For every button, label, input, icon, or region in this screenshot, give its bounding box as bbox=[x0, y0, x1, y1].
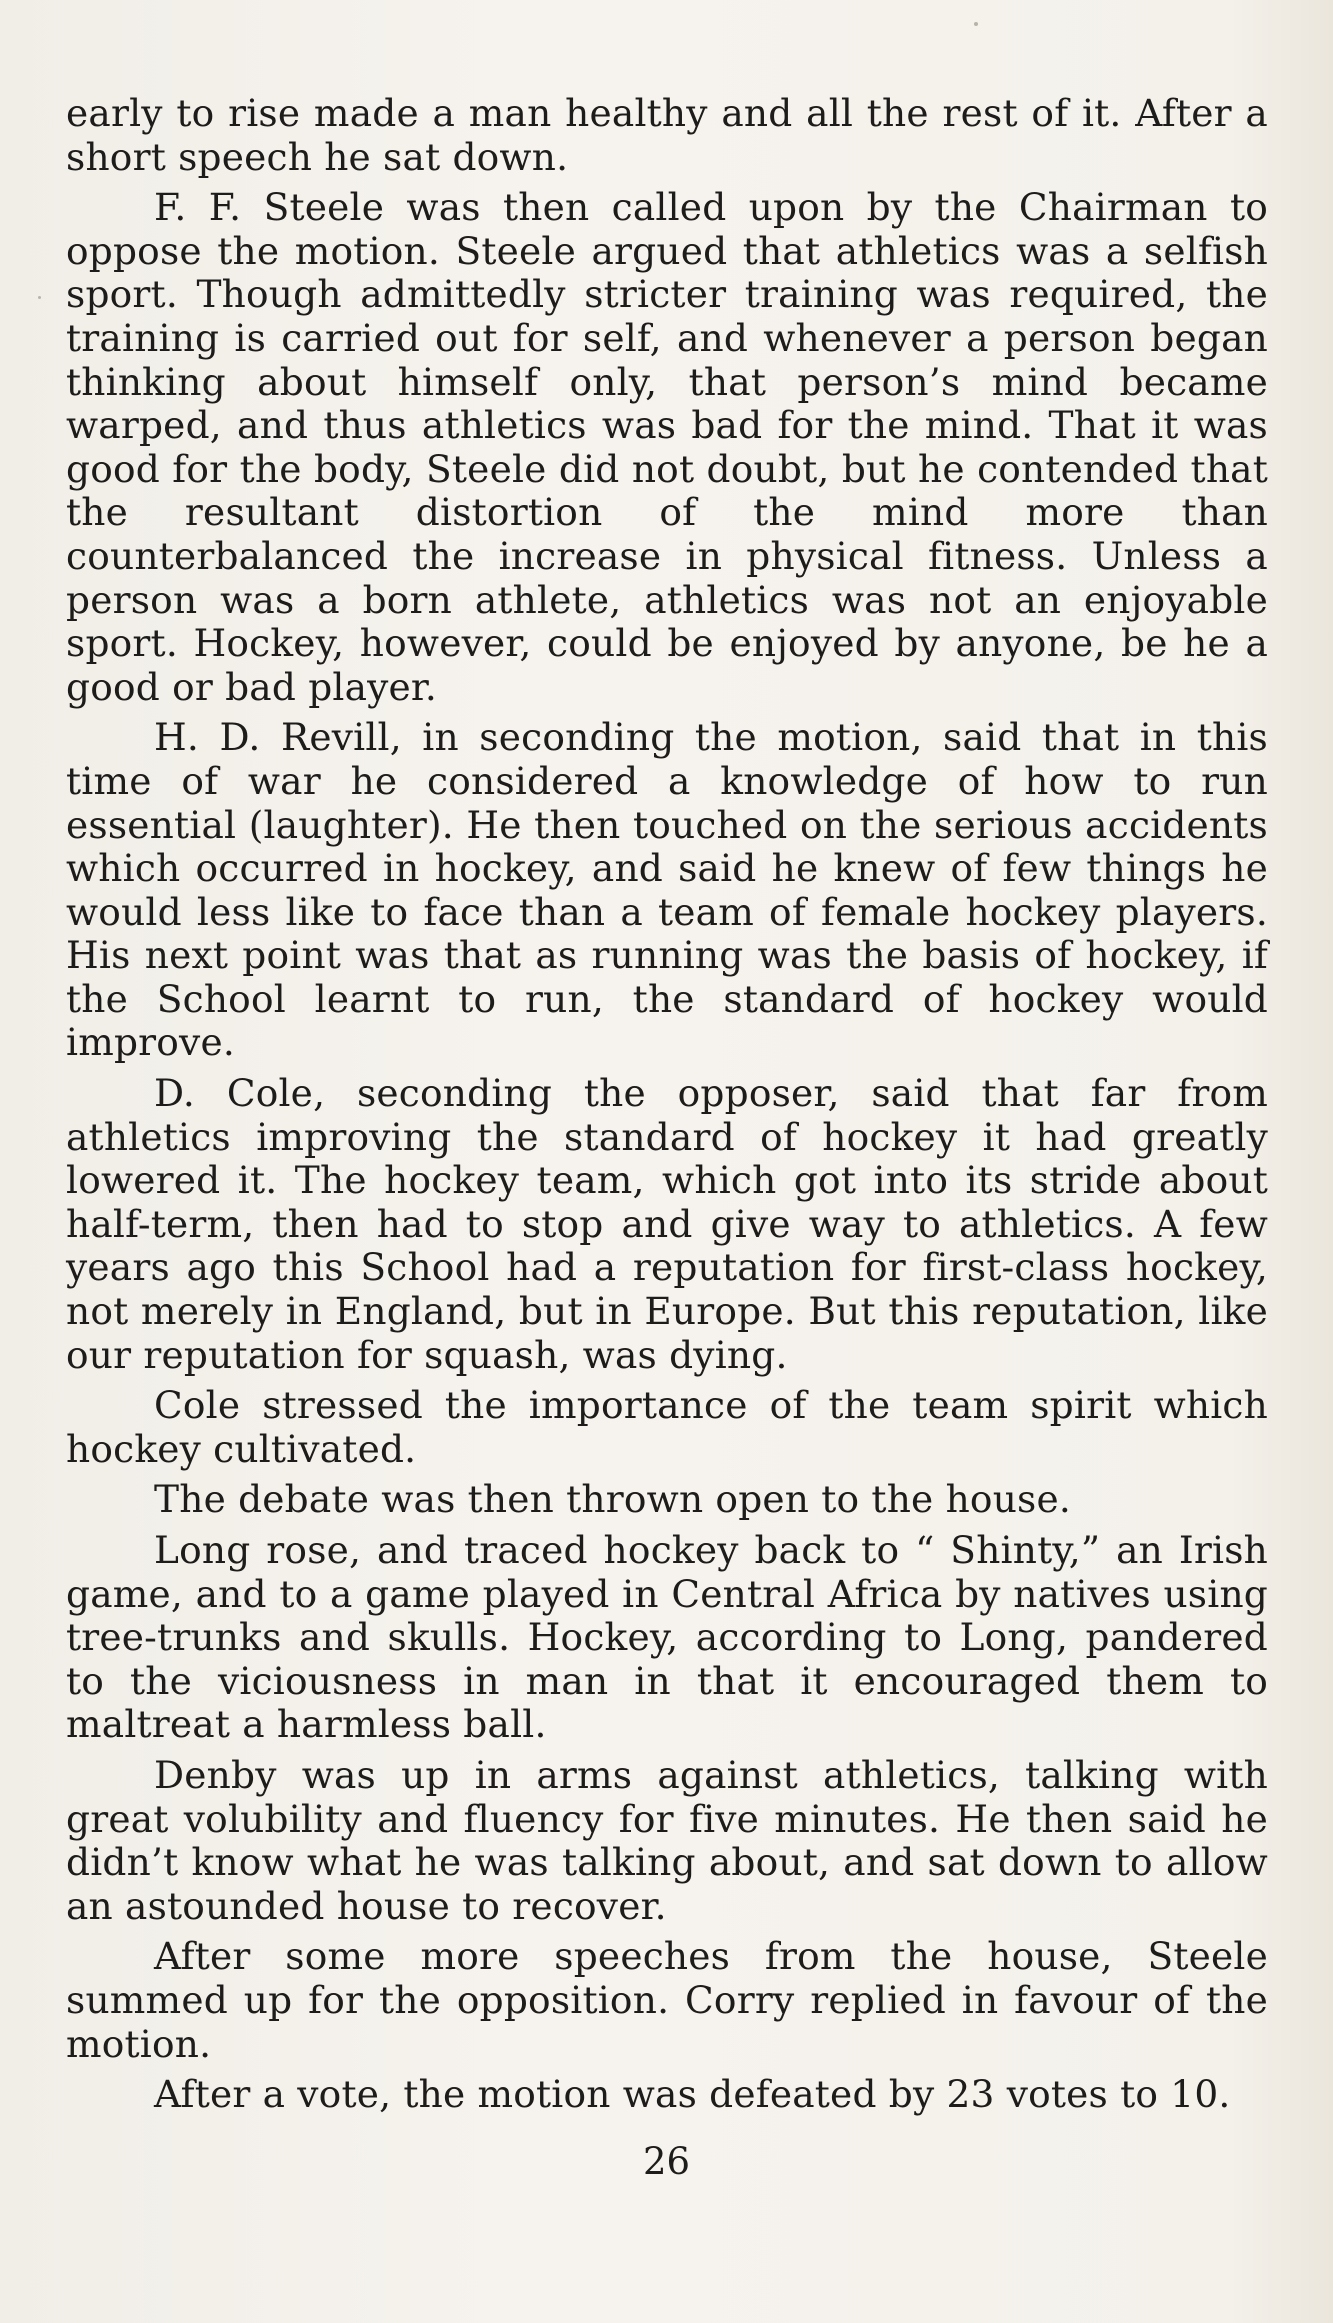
paragraph-cole-seconds-opposer: D. Cole, seconding the opposer, said that far from athletics improving the standard of hockey it had greatly lowered it. The hockey team, which got into its stride about half-term, then had to stop and give way to athletics. A few years ago this School had a reputation for first-class hockey, not merely in England, but in Europe. But this reputation, like our reputation for squash, was dying. bbox=[66, 1071, 1268, 1377]
paragraph-steele-opposes: F. F. Steele was then called upon by the Chairman to oppose the motion. Steele argued that athletics was a selfish sport. Though admittedly stricter training was required, the training is carried out for self, and whenever a person began thinking about himself only, that person’s mind became warped, and thus athletics was bad for the mind. That it was good for the body, Steele did not doubt, but he contended that the resultant distortion of the mind more than counterbalanced the increase in physical fitness. Unless a person was a born athlete, athletics was not an enjoyable sport. Hockey, however, could be enjoyed by anyone, be he a good or bad player. bbox=[66, 185, 1268, 709]
paragraph-long-speech: Long rose, and traced hockey back to “ Shinty,” an Irish game, and to a game played in Central Africa by natives using tree-trunks and skulls. Hockey, according to Long, pandered to the viciousness in man in that it encouraged them to maltreat a harmless ball. bbox=[66, 1528, 1268, 1747]
paragraph-vote-result: After a vote, the motion was defeated by 23 votes to 10. bbox=[154, 2072, 1231, 2117]
paragraph-denby-speech: Denby was up in arms against athletics, talking with great volubility and fluency for five minutes. He then said he didn’t know what he was talking about, and sat down to allow an astounded house to recover. bbox=[66, 1752, 1268, 1928]
body-text bbox=[66, 92, 1268, 2124]
page-number: 26 bbox=[642, 2140, 691, 2183]
paragraph-debate-opened: The debate was then thrown open to the house. bbox=[154, 1477, 1072, 1522]
paragraph-continuation: early to rise made a man healthy and all the rest of it. After a short speech he sat down. bbox=[66, 91, 1268, 179]
paper-speck bbox=[38, 296, 41, 299]
paragraph-cole-team-spirit: Cole stressed the importance of the team spirit which hockey cultivated. bbox=[66, 1383, 1268, 1471]
paragraph-summing-up: After some more speeches from the house, Steele summed up for the opposition. Corry replied in favour of the motion. bbox=[66, 1934, 1268, 2066]
paper-speck bbox=[974, 22, 978, 26]
paragraph-revill-seconds: H. D. Revill, in seconding the motion, said that in this time of war he considered a knowledge of how to run essential (laughter). He then touched on the serious accidents which occurred in hockey, and said he knew of few things he would less like to face than a team of female hockey players. His next point was that as running was the basis of hockey, if the School learnt to run, the standard of hockey would improve. bbox=[66, 715, 1268, 1065]
